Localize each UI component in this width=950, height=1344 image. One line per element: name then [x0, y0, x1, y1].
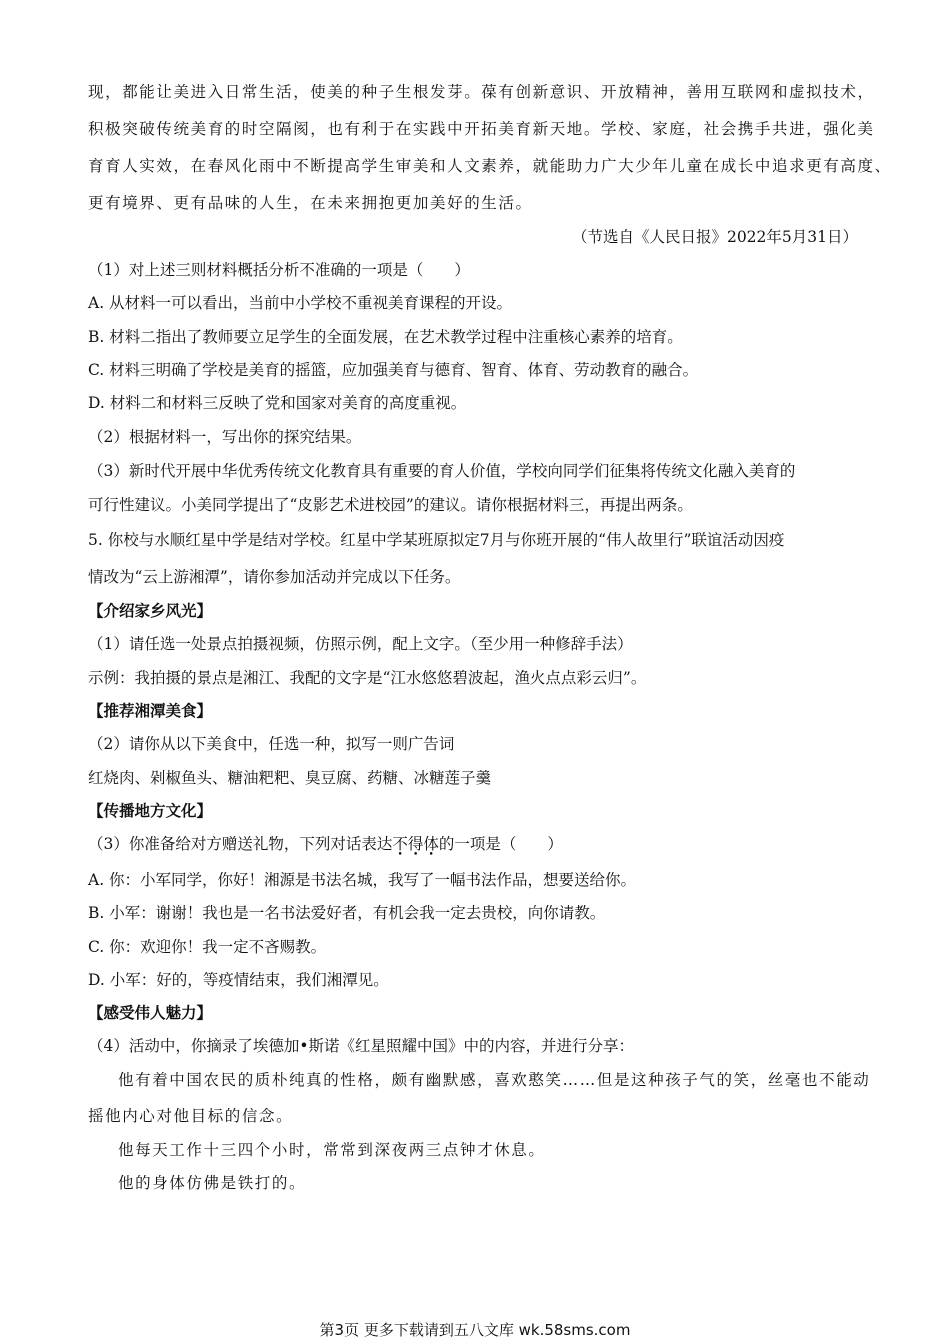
q5-option-d: D. 小军：好的，等疫情结束，我们湘潭见。 [88, 971, 389, 989]
material3-line-3: 育育人实效，在春风化雨中不断提高学生审美和人文素养，就能助力广大少年儿童在成长中追求更有高度、 [88, 157, 892, 175]
excerpt-line-2: 摇他内心对他目标的信念。 [88, 1107, 294, 1125]
excerpt-line-3: 他每天工作十三四个小时，常常到深夜两三点钟才休息。 [118, 1141, 546, 1159]
q5-sub3-prefix: （3）你准备给对方赠送礼物，下列对话表达 [88, 835, 393, 853]
emphasis-char-3: 体 [423, 835, 439, 853]
q5-option-c: C. 你：欢迎你！我一定不吝赐教。 [88, 938, 327, 956]
q5-example: 示例：我拍摄的景点是湘江、我配的文字是“江水悠悠碧波起，渔火点点彩云归”。 [88, 669, 647, 687]
section-heading-greatman: 【感受伟人魅力】 [88, 1003, 213, 1022]
q4-sub2: （2）根据材料一，写出你的探究结果。 [88, 428, 362, 446]
q5-sub2: （2）请你从以下美食中，任选一种，拟写一则广告词 [88, 735, 455, 753]
page-footer: 第3页 更多下载请到五八文库 wk.58sms.com [319, 1321, 631, 1339]
section-heading-scenery: 【介绍家乡风光】 [88, 601, 213, 620]
q4-option-d: D. 材料二和材料三反映了党和国家对美育的高度重视。 [88, 394, 467, 412]
q5-sub1: （1）请任选一处景点拍摄视频，仿照示例，配上文字。（至少用一种修辞手法） [88, 635, 633, 653]
q4-sub1: （1）对上述三则材料概括分析不准确的一项是（ ） [88, 261, 470, 279]
q4-sub3-line-1: （3）新时代开展中华优秀传统文化教育具有重要的育人价值，学校向同学们征集将传统文化融入美育的 [88, 462, 796, 480]
q4-sub3-line-2: 可行性建议。小美同学提出了“皮影艺术进校园”的建议。请你根据材料三，再提出两条。 [88, 496, 693, 514]
q5-option-b: B. 小军：谢谢！我也是一名书法爱好者，有机会我一定去贵校，向你请教。 [88, 904, 606, 922]
q5-sub3 [88, 834, 563, 854]
q5-sub3-suffix: 的一项是（ ） [438, 835, 563, 853]
q4-option-a: A. 从材料一可以看出，当前中小学校不重视美育课程的开设。 [88, 294, 513, 312]
food-list: 红烧肉、剁椒鱼头、糖油粑粑、臭豆腐、药糖、冰糖莲子羹 [88, 769, 492, 787]
material3-line-4: 更有境界、更有品味的人生，在未来拥抱更加美好的生活。 [88, 194, 533, 212]
section-heading-food: 【推荐湘潭美食】 [88, 701, 213, 720]
excerpt-line-1: 他有着中国农民的质朴纯真的性格，颇有幽默感，喜欢憨笑……但是这种孩子气的笑，丝毫也不能动 [118, 1071, 871, 1089]
material3-line-1: 现，都能让美进入日常生活，使美的种子生根发芽。葆有创新意识、开放精神，善用互联网和虚拟技术， [88, 83, 875, 101]
excerpt-line-4: 他的身体仿佛是铁打的。 [118, 1174, 307, 1192]
q5-sub4: （4）活动中，你摘录了埃德加•斯诺《红星照耀中国》中的内容，并进行分享： [88, 1037, 635, 1055]
section-heading-culture: 【传播地方文化】 [88, 801, 213, 820]
q4-option-c: C. 材料三明确了学校是美育的摇篮，应加强美育与德育、智育、体育、劳动教育的融合。 [88, 361, 699, 379]
emphasis-char-2: 得 [407, 835, 424, 853]
q5-intro-line-2: 情改为“云上游湘潭”，请你参加活动并完成以下任务。 [88, 568, 461, 586]
emphasis-char-1: 不 [392, 835, 408, 853]
q5-intro-line-1: 5. 你校与水顺红星中学是结对学校。红星中学某班原拟定7月与你班开展的“伟人故里行”联谊活动因疫 [88, 531, 785, 549]
source-citation: （节选自《人民日报》2022年5月31日） [571, 228, 858, 246]
material3-line-2: 积极突破传统美育的时空隔阂，也有利于在实践中开拓美育新天地。学校、家庭，社会携手共进，强化美 [88, 120, 875, 138]
q4-option-b: B. 材料二指出了教师要立足学生的全面发展，在艺术教学过程中注重核心素养的培育。 [88, 328, 683, 346]
q5-option-a: A. 你：小军同学，你好！湘源是书法名城，我写了一幅书法作品，想要送给你。 [88, 871, 637, 889]
